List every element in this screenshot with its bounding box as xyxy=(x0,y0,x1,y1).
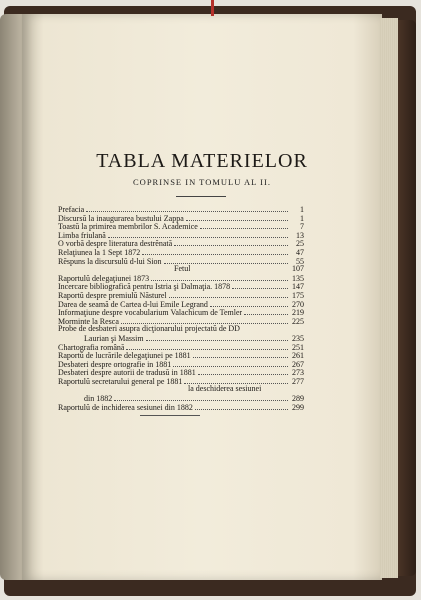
toc-leader xyxy=(242,325,288,331)
toc-entry xyxy=(58,205,304,214)
toc-entry-page: 235 xyxy=(292,333,304,343)
toc-leader xyxy=(193,351,288,358)
toc-entry xyxy=(58,368,304,377)
toc-leader xyxy=(192,265,288,271)
page-subtitle: COPRINSE IN TOMULU AL II. xyxy=(133,177,271,187)
toc-entry-page: 225 xyxy=(292,316,304,326)
table-of-contents xyxy=(58,205,304,411)
toc-entry-title: Probe de desbateri asupra dicţionarului projectatŭ de DD xyxy=(58,325,240,334)
toc-entry-page: 299 xyxy=(292,402,304,412)
toc-entry xyxy=(58,343,304,352)
toc-entry-page: 147 xyxy=(292,282,304,292)
toc-entry xyxy=(58,274,304,283)
toc-leader xyxy=(164,257,288,264)
toc-entry xyxy=(58,403,304,412)
toc-entry-title: Raportulŭ de inchiderea sesiunei din 1882 xyxy=(58,403,193,412)
toc-entry-title: Raportulŭ secretarului general pe 1881 xyxy=(58,377,183,386)
toc-entry-page: 47 xyxy=(296,247,304,257)
toc-entry xyxy=(58,394,304,403)
toc-entry-title: Raportŭ de lucrările delegaţiunei pe 1881 xyxy=(58,352,191,361)
toc-entry-title: Prefacia xyxy=(58,206,85,214)
toc-entry-page: 219 xyxy=(292,308,304,318)
toc-leader xyxy=(200,222,288,229)
toc-leader xyxy=(146,334,288,341)
toc-entry-title: Discursŭ la inaugurarea bustului Zappa xyxy=(58,214,184,223)
toc-entry xyxy=(58,291,304,300)
toc-entry-title: Incercare bibliografică pentru Istria şi Dalmaţia. 1878 xyxy=(58,283,231,292)
toc-leader xyxy=(108,231,288,238)
toc-entry-title: Desbateri despre ortografie in 1881 xyxy=(58,360,172,369)
toc-entry-title: la deschiderea sesiunei xyxy=(188,385,262,394)
toc-entry xyxy=(58,317,304,326)
toc-entry-page: 135 xyxy=(292,273,304,283)
toc-entry xyxy=(58,300,304,309)
page-title: TABLA MATERIELOR xyxy=(96,150,308,172)
toc-entry-title: din 1882 xyxy=(84,395,113,404)
toc-entry xyxy=(58,248,304,257)
toc-entry-page: 273 xyxy=(292,368,304,378)
toc-entry xyxy=(58,308,304,317)
toc-leader xyxy=(184,377,288,384)
toc-entry-page: 277 xyxy=(292,376,304,386)
toc-entry-title: Fetul xyxy=(174,265,191,274)
toc-entry-page: 107 xyxy=(292,264,304,274)
toc-entry-title: Rĕspuns la discursulŭ d-lui Sion xyxy=(58,257,162,266)
toc-leader xyxy=(174,239,288,246)
toc-entry xyxy=(58,222,304,231)
toc-entry-page: 175 xyxy=(292,290,304,300)
toc-entry-title: Laurian şi Massim xyxy=(84,334,144,343)
toc-leader xyxy=(173,360,288,367)
toc-entry-title: O vorbă despre literatura destrĕnată xyxy=(58,240,173,249)
toc-entry-title: Darea de seamă de Cartea d-lui Emile Legrand xyxy=(58,300,208,309)
toc-leader xyxy=(126,343,288,350)
toc-leader xyxy=(142,248,288,255)
toc-leader xyxy=(232,282,288,289)
toc-entry-title: Morminte la Resca xyxy=(58,317,119,326)
toc-leader xyxy=(210,300,288,307)
toc-entry xyxy=(58,257,304,266)
toc-entry xyxy=(58,231,304,240)
toc-leader xyxy=(186,214,288,221)
toc-leader xyxy=(263,385,288,391)
toc-entry xyxy=(58,334,304,343)
toc-entry xyxy=(58,377,304,386)
toc-entry-title: Chartografia română xyxy=(58,343,125,352)
toc-entry-page: 267 xyxy=(292,359,304,369)
toc-entry xyxy=(58,351,304,360)
toc-leader xyxy=(198,368,288,375)
book-cover-edge xyxy=(398,20,416,576)
toc-leader xyxy=(151,274,288,281)
toc-entry-page: 270 xyxy=(292,299,304,309)
toc-leader xyxy=(169,291,288,298)
toc-entry-page: 13 xyxy=(296,230,304,240)
toc-entry-page: 25 xyxy=(296,239,304,249)
toc-entry-title: Desbateri despre autorii de tradusŭ in 1881 xyxy=(58,369,196,378)
divider-bottom xyxy=(140,415,200,416)
toc-entry-page: 55 xyxy=(296,256,304,266)
toc-entry xyxy=(58,385,304,394)
toc-entry xyxy=(58,360,304,369)
toc-leader xyxy=(121,317,288,324)
toc-entry xyxy=(58,265,304,274)
toc-leader xyxy=(86,205,288,212)
toc-leader xyxy=(114,394,288,401)
toc-leader xyxy=(195,403,288,410)
toc-entry xyxy=(58,239,304,248)
toc-entry-page: 1 xyxy=(300,205,304,214)
toc-entry-title: Toastŭ la primirea membrilor S. Academice xyxy=(58,223,198,232)
toc-entry-page: 289 xyxy=(292,394,304,404)
toc-entry-title: Informaţiune despre vocabularium Valachicum de Temler xyxy=(58,309,243,318)
divider-top xyxy=(176,196,226,197)
toc-entry-title: Relaţiunea la 1 Sept 1872 xyxy=(58,248,141,257)
toc-entry xyxy=(58,214,304,223)
toc-entry-title: Limba friulană xyxy=(58,231,106,240)
toc-entry-title: Raportŭ despre premiulŭ Năsturel xyxy=(58,291,167,300)
bookmark-ribbon xyxy=(211,0,214,16)
toc-leader xyxy=(244,308,288,315)
page-block-edge xyxy=(380,18,398,578)
toc-entry xyxy=(58,325,304,334)
toc-entry-page: 7 xyxy=(300,222,304,232)
toc-entry-page: 1 xyxy=(300,213,304,223)
toc-entry-title: Raportulŭ delegaţiunei 1873 xyxy=(58,274,150,283)
toc-entry-page: 251 xyxy=(292,342,304,352)
toc-entry xyxy=(58,282,304,291)
toc-entry-page: 261 xyxy=(292,351,304,361)
